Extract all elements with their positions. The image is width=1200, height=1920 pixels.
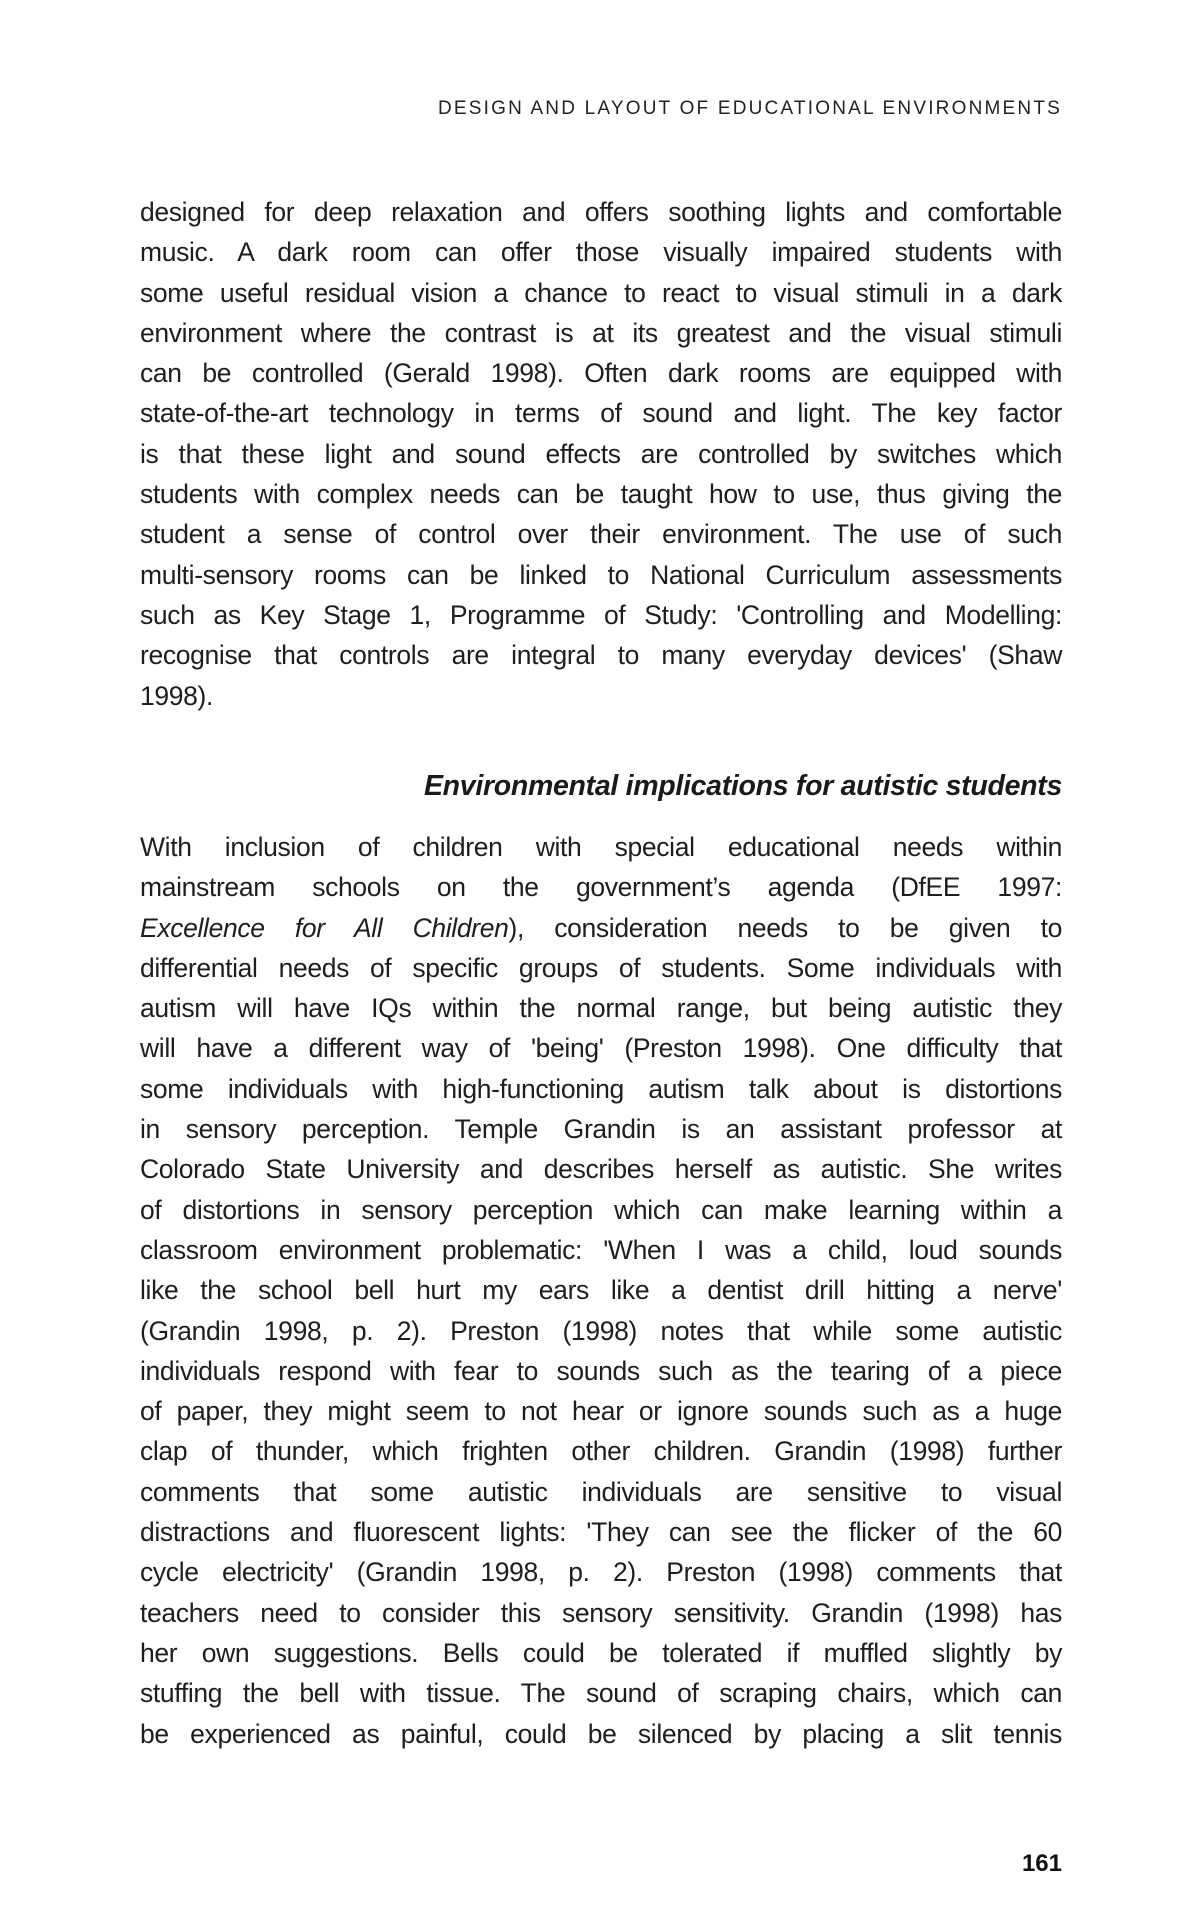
text-line: her own suggestions. Bells could be tolerated if muffled slightly by [140, 1637, 1062, 1668]
text-line: 1998). [140, 680, 214, 711]
text-line: be experienced as painful, could be silenced by placing a slit tennis [140, 1718, 1062, 1749]
text-line: differential needs of specific groups of students. Some individuals with [140, 952, 1062, 983]
text-line: distractions and fluorescent lights: 'They can see the flicker of the 60 [140, 1517, 1062, 1548]
text-line: music. A dark room can offer those visually impaired students with [140, 237, 1062, 268]
text-line: comments that some autistic individuals are sensitive to visual [140, 1476, 1062, 1507]
text-line: is that these light and sound effects are controlled by switches which [140, 438, 1062, 469]
text-line: of distortions in sensory perception which can make learning within a [140, 1194, 1062, 1225]
text-line: recognise that controls are integral to many everyday devices' (Shaw [140, 640, 1062, 671]
paragraph-dark-room [140, 192, 1062, 716]
text-line: some individuals with high-functioning autism talk about is distortions [140, 1073, 1062, 1104]
running-header: DESIGN AND LAYOUT OF EDUCATIONAL ENVIRONMENTS [437, 98, 1062, 119]
text-line: some useful residual vision a chance to react to visual stimuli in a dark [140, 277, 1062, 308]
text-line: students with complex needs can be taught how to use, thus giving the [140, 479, 1062, 510]
text-line: With inclusion of children with special educational needs within [140, 832, 1062, 862]
text-line: designed for deep relaxation and offers soothing lights and comfortable [140, 197, 1062, 227]
text-line: individuals respond with fear to sounds such as the tearing of a piece [140, 1355, 1062, 1386]
text-line: Colorado State University and describes herself as autistic. She writes [140, 1154, 1062, 1185]
text-line: will have a different way of 'being' (Preston 1998). One difficulty that [140, 1033, 1062, 1064]
text-line: state-of-the-art technology in terms of sound and light. The key factor [140, 398, 1062, 429]
text-line: in sensory perception. Temple Grandin is an assistant professor at [140, 1114, 1062, 1145]
text-line: (Grandin 1998, p. 2). Preston (1998) notes that while some autistic [140, 1315, 1062, 1346]
text-line: autism will have IQs within the normal range, but being autistic they [140, 993, 1062, 1024]
text-line: clap of thunder, which frighten other children. Grandin (1998) further [140, 1436, 1062, 1467]
text-line: student a sense of control over their environment. The use of such [140, 519, 1062, 550]
paragraph-autistic-students [140, 827, 1062, 1754]
text-line: teachers need to consider this sensory sensitivity. Grandin (1998) has [140, 1597, 1062, 1628]
section-heading: Environmental implications for autistic students [423, 770, 1062, 802]
text-line: mainstream schools on the government’s agenda (DfEE 1997: [140, 872, 1062, 903]
text-line: can be controlled (Gerald 1998). Often dark rooms are equipped with [140, 358, 1062, 389]
text-line: stuffing the bell with tissue. The sound of scraping chairs, which can [140, 1678, 1062, 1709]
publication-title: Excellence for All Children [140, 912, 509, 943]
text-line: classroom environment problematic: 'When I was a child, loud sounds [140, 1234, 1062, 1265]
text-line: cycle electricity' (Grandin 1998, p. 2). Preston (1998) comments that [140, 1557, 1062, 1588]
text-line-with-title [140, 908, 1062, 948]
text-fragment: ), consideration needs to be given to [508, 912, 1063, 943]
text-line: multi-sensory rooms can be linked to National Curriculum assessments [140, 559, 1062, 590]
text-line: environment where the contrast is at its greatest and the visual stimuli [140, 317, 1062, 348]
page-number: 161 [1021, 1850, 1062, 1877]
text-line: like the school bell hurt my ears like a dentist drill hitting a nerve' [140, 1275, 1062, 1306]
text-line: such as Key Stage 1, Programme of Study: 'Controlling and Modelling: [140, 599, 1062, 630]
text-line: of paper, they might seem to not hear or ignore sounds such as a huge [140, 1396, 1062, 1427]
